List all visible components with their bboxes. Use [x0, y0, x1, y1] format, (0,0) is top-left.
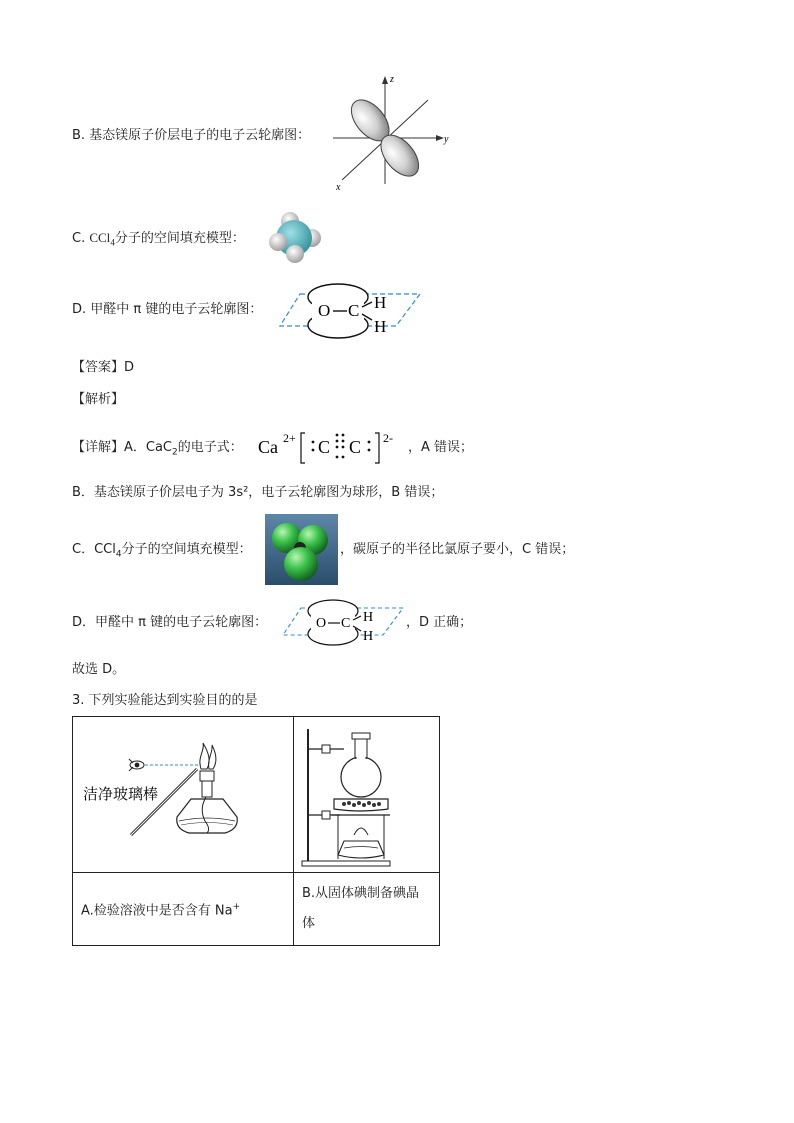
formaldehyde-pi-figure [278, 278, 423, 340]
option-c-text: C. CCl$_4$分子的空间填充模型： [72, 230, 245, 248]
small-atom-h-bottom: H [363, 629, 374, 644]
rod-label: 洁净玻璃棒 [83, 785, 159, 803]
analysis-heading: 【解析】 [72, 392, 125, 407]
ch4-space-filling-figure [268, 208, 324, 264]
atom-h-label-bottom: H [374, 317, 387, 336]
carbon-1: C [318, 437, 331, 457]
cell-a-figure [73, 717, 294, 873]
small-atom-o: O [316, 616, 327, 631]
explain-b-text: B．基态镁原子价层电子为 3s²，电子云轮廓图为球形，B 错误； [72, 485, 444, 500]
question-3-stem: 3. 下列实验能达到实验目的的是 [72, 693, 258, 708]
explain-c-suffix: ，碳原子的半径比氯原子要小，C 错误； [340, 542, 575, 557]
cell-b-text: B.从固体碘制备碘晶 体 [294, 873, 440, 946]
detail-a-suffix: ，A 错误； [408, 440, 474, 455]
cell-b-figure [294, 717, 440, 873]
formaldehyde-pi-figure-small [281, 597, 406, 647]
axis-y-label: y [444, 134, 449, 145]
answer-line: 【答案】D [72, 360, 135, 375]
anion-charge: 2- [383, 431, 393, 445]
explain-d-suffix: ，D 正确； [406, 615, 473, 630]
carbon-2: C [349, 437, 362, 457]
conclusion-line: 故选 D。 [72, 662, 126, 677]
atom-h-label-top: H [374, 293, 387, 312]
flame-test-figure [73, 717, 293, 872]
orbital-p-figure [328, 72, 453, 192]
atom-o-label: O [318, 301, 331, 320]
ca-charge: 2+ [283, 431, 296, 445]
explain-c-text: C．CCl$_4$分子的空间填充模型： [72, 542, 252, 560]
iodine-sublimation-figure [294, 717, 439, 872]
axis-x-label: x [336, 182, 341, 192]
ca-symbol: Ca [258, 437, 278, 457]
option-b-text: B. 基态镁原子价层电子的电子云轮廓图： [72, 128, 311, 143]
experiment-table [72, 716, 440, 946]
detail-a-text: 【详解】A．CaC$_2$的电子式： [72, 440, 243, 458]
option-d-text: D. 甲醛中 π 键的电子云轮廓图： [72, 302, 263, 317]
cell-a-text: A.检验溶液中是否含有 Na+ [73, 873, 294, 946]
axis-z-label: z [390, 74, 394, 85]
atom-c-label: C [348, 301, 360, 320]
electron-formula-cac2 [255, 427, 415, 467]
small-atom-c: C [341, 616, 351, 631]
small-atom-h-top: H [363, 610, 374, 625]
ccl4-space-filling-figure [265, 514, 338, 585]
explain-d-text: D．甲醛中 π 键的电子云轮廓图： [72, 615, 268, 630]
